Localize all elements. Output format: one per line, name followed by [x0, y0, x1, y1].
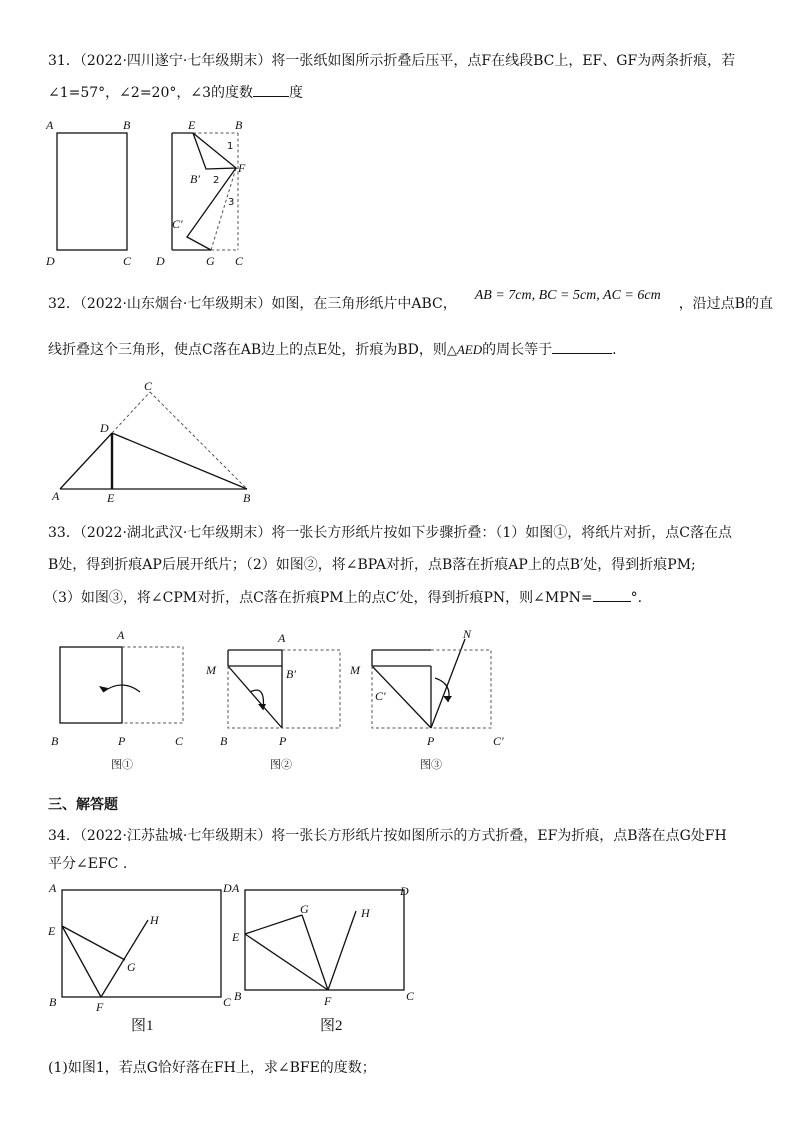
q34-figure-1 — [45, 878, 240, 1036]
q31-answer-blank[interactable] — [253, 82, 289, 97]
q33-fig3-caption: 图③ — [420, 759, 442, 771]
q32-text-line1a: 如图，在三角形纸片中ABC， — [271, 296, 457, 312]
q31-line2 — [48, 82, 303, 103]
q34-line1 — [48, 826, 727, 846]
q34-fig2-label-A: A — [232, 881, 240, 895]
q31-label-B2: B — [235, 118, 243, 132]
q33-fig3-label-P: P — [427, 734, 435, 748]
q31-angle-1: 1 — [227, 141, 234, 152]
q32-number: 32． — [48, 296, 80, 312]
q33-line3 — [44, 587, 642, 608]
q31-label-F: F — [238, 161, 246, 175]
q32-line1 — [48, 288, 773, 315]
q34-sub1 — [48, 1058, 376, 1078]
q34-fig1-label-E: E — [48, 924, 56, 938]
q32-label-C: C — [144, 379, 153, 393]
q33-number: 33． — [48, 525, 80, 541]
q31-source: （2022·四川遂宁·七年级期末） — [79, 53, 272, 69]
q34-fig2-label-E: E — [232, 930, 240, 944]
q33-figure-2 — [200, 622, 360, 772]
q34-fig1-label-H: H — [150, 913, 159, 927]
q33-text-line1: 将一张长方形纸片按如下步骤折叠：（1）如图①，将纸片对折，点C落在点 — [271, 525, 732, 541]
q34-text-line2: 平分∠EFC . — [48, 856, 128, 872]
q34-fig1-label-D: D — [223, 881, 232, 895]
q31-label-Bprime: B′ — [190, 172, 200, 186]
q32-source: （2022·山东烟台·七年级期末） — [79, 296, 272, 312]
q32-text-line1b: ，沿过点B的直 — [678, 296, 773, 312]
q31-rect — [57, 133, 127, 250]
q31-text-line2a: ∠1=57°，∠2=20°，∠3的度数 — [48, 85, 254, 101]
q32-text-line2b: 的周长等于 — [482, 342, 553, 358]
q34-fig2-label-D: D — [400, 884, 409, 898]
q32-label-E: E — [107, 491, 115, 505]
q34-fig1-label-G: G — [127, 960, 136, 974]
q31-label-B: B — [123, 118, 131, 132]
q33-fig1-label-B: B — [51, 734, 59, 748]
q31-label-D2: D — [156, 254, 165, 268]
q31-angle-3: 3 — [228, 197, 235, 208]
q34-figure-2 — [228, 878, 423, 1036]
q34-fig1-label-B: B — [49, 995, 57, 1009]
q33-fig1-label-C: C — [175, 734, 184, 748]
q31-figure-folded — [150, 115, 260, 270]
q33-fig2-label-A: A — [278, 631, 286, 645]
q33-fig3-label-N: N — [463, 627, 472, 641]
q34-fig1-label-A: A — [49, 881, 57, 895]
q31-figure-rectangle — [40, 115, 150, 270]
q34-fig2-label-G: G — [300, 902, 309, 916]
q34-number: 34． — [48, 828, 80, 844]
q31-text-line2b: 度 — [289, 85, 304, 101]
q34-text-line1: 将一张长方形纸片按如图所示的方式折叠，EF为折痕，点B落在点G处FH — [271, 828, 727, 844]
q32-triangle: △AED — [446, 342, 483, 357]
q32-label-D: D — [100, 421, 109, 435]
q33-fig1-caption: 图① — [111, 759, 133, 771]
q33-fig3-label-M: M — [350, 663, 360, 677]
q34-fig1-label-F: F — [96, 1000, 104, 1014]
q32-answer-blank[interactable] — [552, 339, 612, 354]
q33-text-line2: B处，得到折痕AP后展开纸片；（2）如图②，将∠BPA对折，点B落在折痕AP上的点B′处，得到折痕PM; — [48, 557, 696, 573]
q33-text-line3b: °. — [630, 590, 643, 606]
q31-label-Cprime: C′ — [172, 217, 183, 231]
q31-label-A: A — [46, 118, 54, 132]
q33-fig2-label-M: M — [206, 663, 216, 677]
q31-line1 — [48, 51, 735, 71]
q33-fig3-label-Cprime: C′ — [375, 689, 386, 703]
q32-line2 — [48, 339, 617, 360]
q34-line2 — [48, 854, 127, 874]
q31-angle-2: 2 — [213, 175, 220, 186]
q33-answer-blank[interactable] — [593, 587, 631, 602]
q34-fig1-label-C: C — [223, 995, 232, 1009]
q33-fig2-label-P: P — [279, 734, 287, 748]
q33-fig1-label-P: P — [118, 734, 126, 748]
q33-line2 — [48, 555, 696, 575]
q33-fig2-label-Bprime: B′ — [286, 667, 296, 681]
q31-number: 31． — [48, 53, 80, 69]
q33-figure-3 — [345, 622, 525, 772]
q33-text-line3a: （3）如图③，将∠CPM对折，点C落在折痕PM上的点C′处，得到折痕PN，则∠MPN= — [44, 590, 593, 606]
q34-fig2-label-H: H — [361, 906, 370, 920]
q31-label-E: E — [188, 118, 196, 132]
q31-label-C2: C — [235, 254, 244, 268]
q33-source: （2022·湖北武汉·七年级期末） — [79, 525, 272, 541]
q34-fig2-label-C: C — [406, 989, 415, 1003]
q34-fig1-caption: 图1 — [131, 1018, 154, 1034]
q32-condition: AB = 7cm, BC = 5cm, AC = 6cm — [474, 288, 661, 303]
q32-text-line2a: 线折叠这个三角形，使点C落在AB边上的点E处，折痕为BD，则 — [48, 342, 447, 358]
q33-fig3-label-C: C′ — [493, 734, 504, 748]
q34-fig2-label-B: B — [234, 989, 242, 1003]
q34-fig2-caption: 图2 — [320, 1018, 343, 1034]
q33-fig2-caption: 图② — [270, 759, 292, 771]
q31-label-D: D — [46, 254, 55, 268]
q32-text-line2c: . — [612, 342, 617, 358]
q31-text-line1: 将一张纸如图所示折叠后压平，点F在线段BC上，EF、GF为两条折痕，若 — [271, 53, 736, 69]
q32-label-B: B — [243, 491, 251, 505]
q32-figure-triangle — [50, 378, 260, 504]
q34-sub1-text: (1)如图1，若点G恰好落在FH上，求∠BFE的度数； — [48, 1060, 376, 1076]
q31-label-C: C — [123, 254, 132, 268]
q33-line1 — [48, 523, 732, 543]
q33-fig2-label-B: B — [220, 734, 228, 748]
q31-label-G: G — [206, 254, 215, 268]
q34-fig2-label-F: F — [324, 994, 332, 1008]
q32-label-A: A — [52, 489, 60, 503]
q34-source: （2022·江苏盐城·七年级期末） — [79, 828, 272, 844]
section-title-solve: 三、解答题 — [48, 797, 118, 813]
q33-fig1-label-A: A — [117, 628, 125, 642]
q33-figure-1 — [45, 622, 205, 772]
